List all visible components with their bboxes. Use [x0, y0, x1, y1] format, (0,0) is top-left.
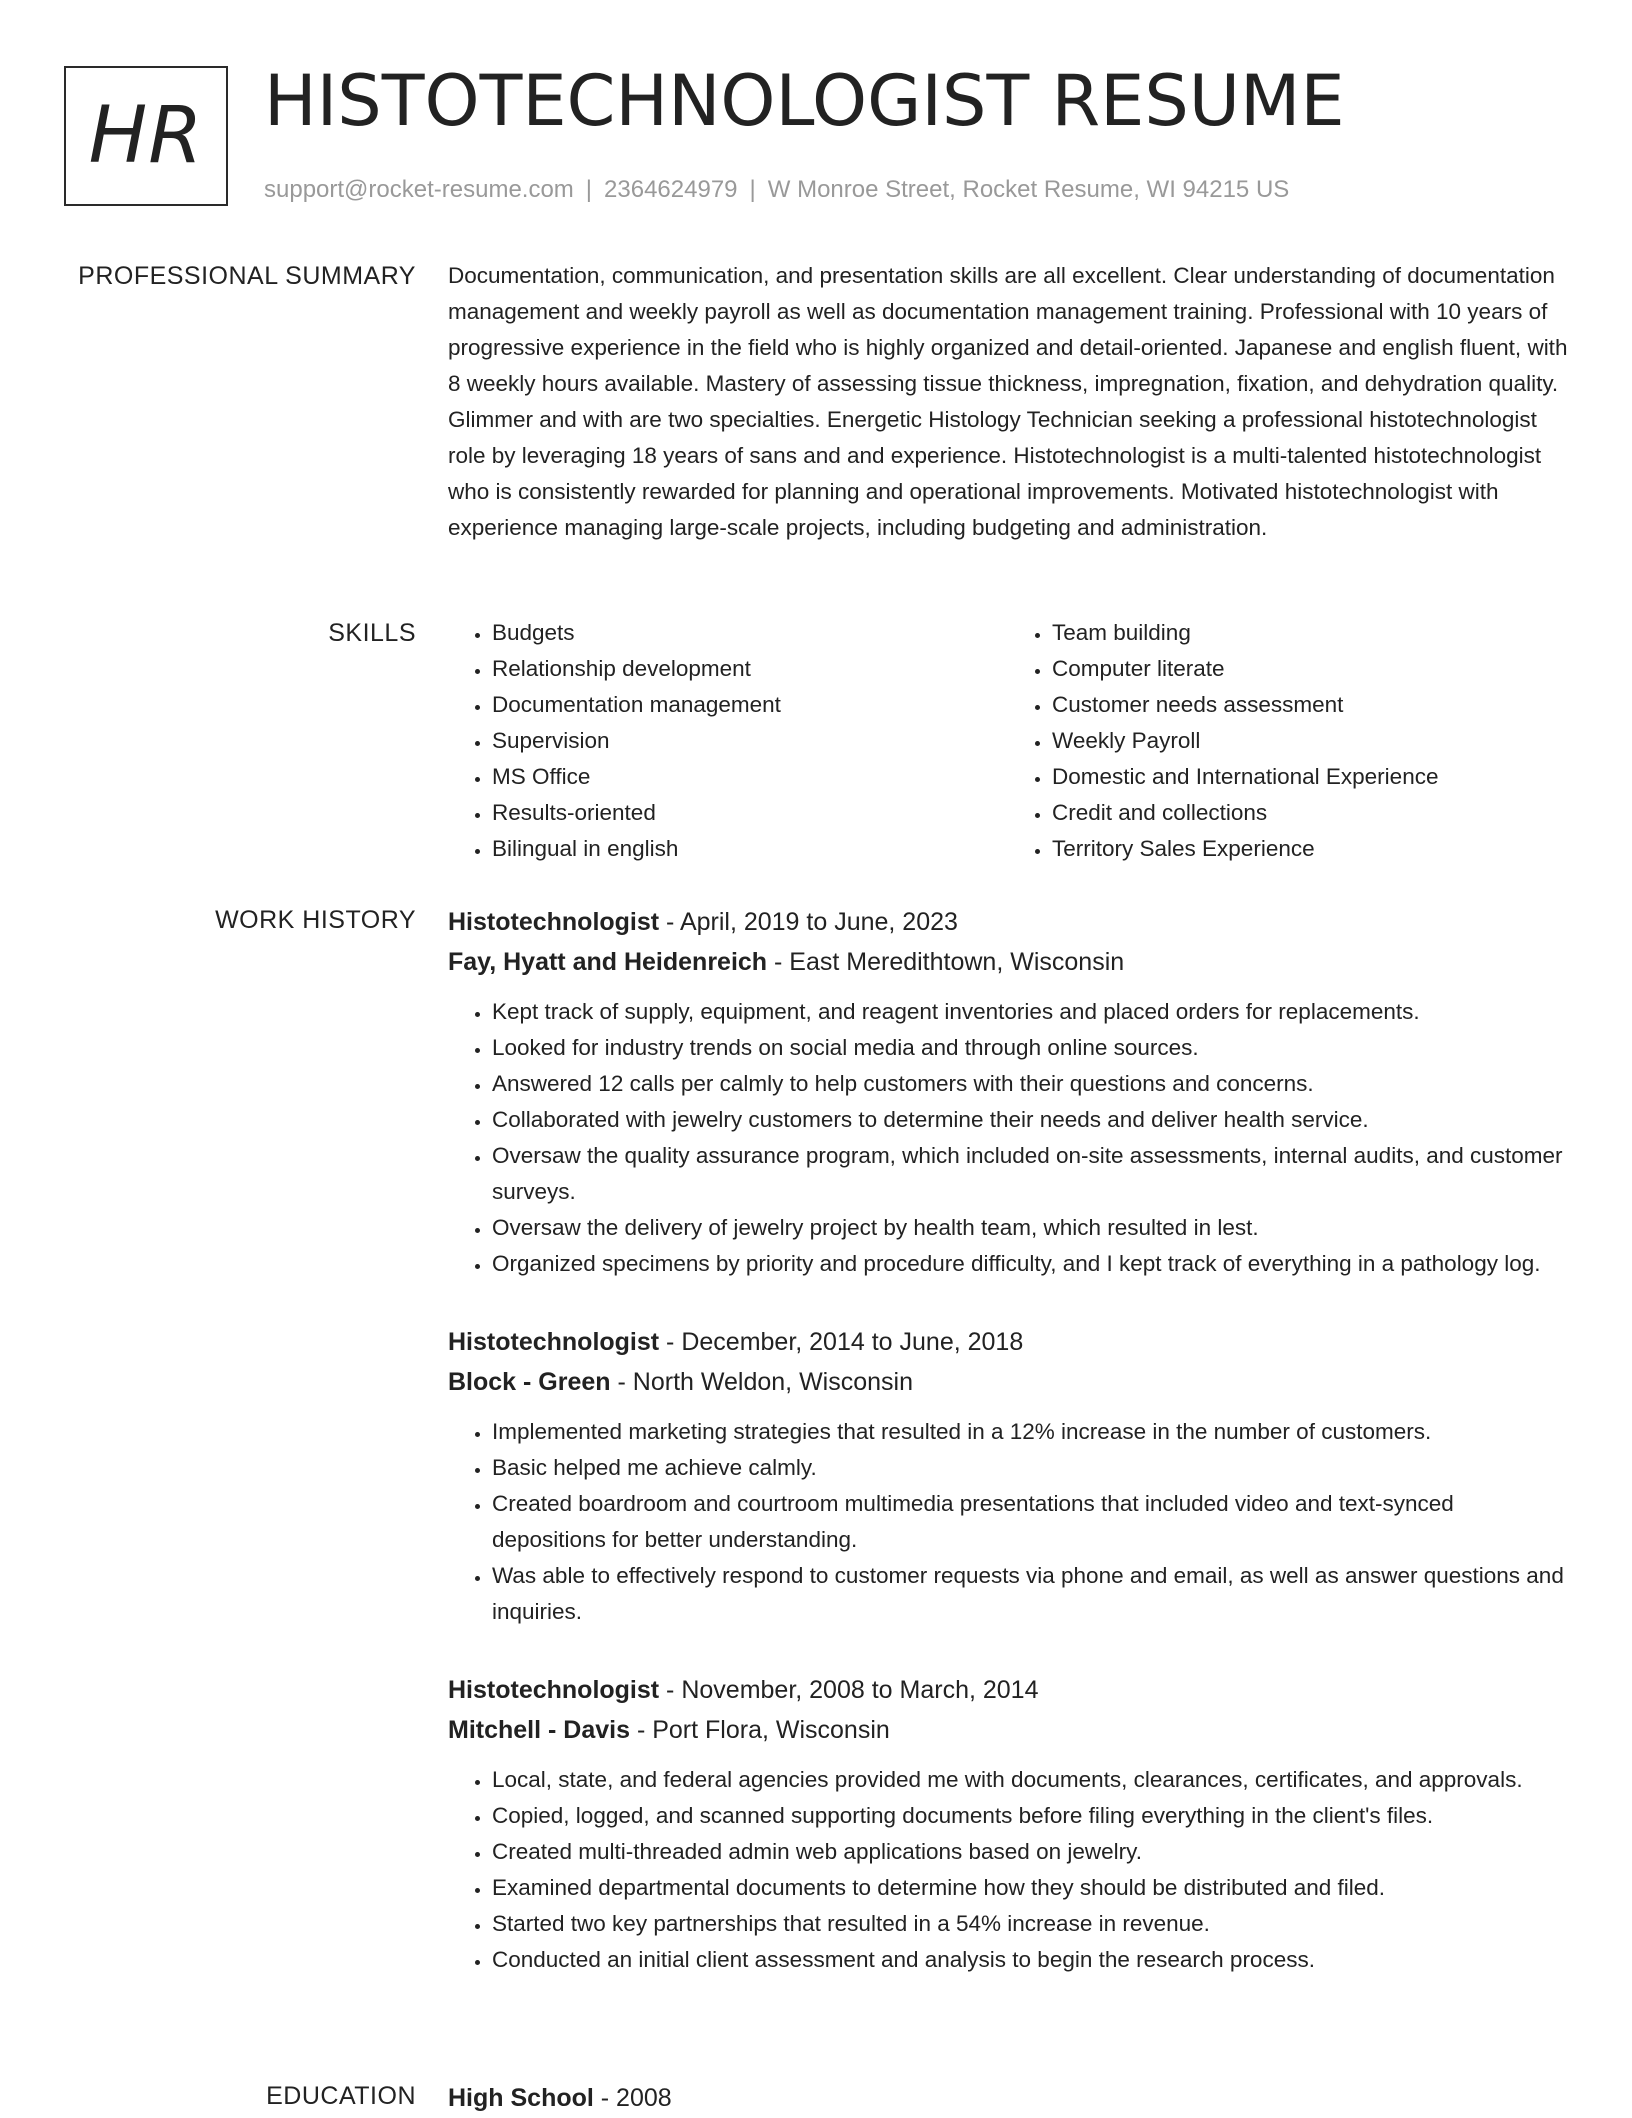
job-dates: - April, 2019 to June, 2023 — [659, 908, 958, 936]
job-location: - North Weldon, Wisconsin — [610, 1368, 913, 1396]
contact-separator: | — [749, 176, 756, 203]
job-bullet: • Oversaw the delivery of jewelry project by health team, which resulted in lest. — [492, 1210, 1568, 1246]
summary-label: PROFESSIONAL SUMMARY — [78, 262, 416, 290]
skill-item: • MS Office — [492, 759, 1008, 795]
job-entry — [448, 902, 1568, 1282]
skills-label: SKILLS — [328, 619, 416, 647]
job-bullet: • Examined departmental documents to determine how they should be distributed and filed. — [492, 1870, 1568, 1906]
job-bullet: • Conducted an initial client assessment and analysis to begin the research process. — [492, 1942, 1568, 1978]
job-location: - Port Flora, Wisconsin — [630, 1716, 890, 1744]
education-degree: High School — [448, 2084, 594, 2112]
job-bullet: • Started two key partnerships that resulted in a 54% increase in revenue. — [492, 1906, 1568, 1942]
education-label: EDUCATION — [266, 2082, 416, 2110]
monogram-logo: HR — [64, 66, 228, 206]
job-company: Block - Green — [448, 1368, 611, 1396]
skill-item: • Credit and collections — [1052, 795, 1568, 831]
skills-list-left — [448, 615, 1008, 867]
skill-item: • Budgets — [492, 615, 1008, 651]
education-year: - 2008 — [593, 2084, 672, 2112]
job-entry — [448, 1322, 1568, 1630]
skill-item: • Bilingual in english — [492, 831, 1008, 867]
skill-item: • Domestic and International Experience — [1052, 759, 1568, 795]
job-dates: - November, 2008 to March, 2014 — [659, 1676, 1039, 1704]
job-bullet: • Implemented marketing strategies that resulted in a 12% increase in the number of customers. — [492, 1414, 1568, 1450]
skill-item: • Territory Sales Experience — [1052, 831, 1568, 867]
skills-columns — [448, 615, 1568, 867]
job-bullet: • Created boardroom and courtroom multimedia presentations that included video and text-synced depositions for better understanding. — [492, 1486, 1568, 1558]
contact-line — [264, 172, 1289, 208]
job-entry — [448, 1670, 1568, 1978]
resume-title: HISTOTECHNOLOGIST RESUME — [264, 60, 1345, 142]
job-bullet: • Organized specimens by priority and procedure difficulty, and I kept track of everything in a pathology log. — [492, 1246, 1568, 1282]
skill-item: • Supervision — [492, 723, 1008, 759]
job-company-line — [448, 942, 1568, 982]
job-title-line — [448, 902, 1568, 942]
contact-address: W Monroe Street, Rocket Resume, WI 94215 US — [767, 176, 1290, 203]
work-history-label: WORK HISTORY — [215, 906, 416, 934]
job-title: Histotechnologist — [448, 908, 660, 936]
job-company: Mitchell - Davis — [448, 1716, 630, 1744]
job-title-line — [448, 1670, 1568, 1710]
skill-item: • Results-oriented — [492, 795, 1008, 831]
education-line — [448, 2078, 1568, 2118]
skill-item: • Relationship development — [492, 651, 1008, 687]
job-company-line — [448, 1710, 1568, 1750]
skills-list-right — [1008, 615, 1568, 867]
skill-item: • Team building — [1052, 615, 1568, 651]
job-bullet: • Basic helped me achieve calmly. — [492, 1450, 1568, 1486]
job-bullet: • Collaborated with jewelry customers to determine their needs and deliver health service. — [492, 1102, 1568, 1138]
skill-item: • Weekly Payroll — [1052, 723, 1568, 759]
contact-separator: | — [585, 176, 593, 203]
skill-item: • Computer literate — [1052, 651, 1568, 687]
contact-phone: 2364624979 — [604, 176, 738, 203]
job-bullets — [448, 1762, 1568, 1978]
skill-item: • Customer needs assessment — [1052, 687, 1568, 723]
job-bullet: • Local, state, and federal agencies provided me with documents, clearances, certificates, and approvals. — [492, 1762, 1568, 1798]
job-bullet: • Answered 12 calls per calmly to help customers with their questions and concerns. — [492, 1066, 1568, 1102]
job-company-line — [448, 1362, 1568, 1402]
job-bullets — [448, 1414, 1568, 1630]
job-bullet: • Copied, logged, and scanned supporting documents before filing everything in the client's files. — [492, 1798, 1568, 1834]
job-bullet: • Was able to effectively respond to customer requests via phone and email, as well as answer questions and inquiries. — [492, 1558, 1568, 1630]
contact-email: support@rocket-resume.com — [264, 176, 574, 203]
job-bullet: • Oversaw the quality assurance program, which included on-site assessments, internal audits, and customer surveys. — [492, 1138, 1568, 1210]
skill-item: • Documentation management — [492, 687, 1008, 723]
job-bullet: • Kept track of supply, equipment, and reagent inventories and placed orders for replacements. — [492, 994, 1568, 1030]
job-bullets — [448, 994, 1568, 1282]
job-bullet: • Created multi-threaded admin web applications based on jewelry. — [492, 1834, 1568, 1870]
job-bullet: • Looked for industry trends on social media and through online sources. — [492, 1030, 1568, 1066]
job-title-line — [448, 1322, 1568, 1362]
job-dates: - December, 2014 to June, 2018 — [659, 1328, 1024, 1356]
summary-text: Documentation, communication, and presentation skills are all excellent. Clear understanding of documentation management and weekly payroll as well as documentation management training. Professional with 10 years of progressive experience in the field who is highly organized and detail-oriented. Japanese and english fluent, with 8 weekly hours available. Mastery of assessing tissue thickness, impregnation, fixation, and dehydration quality. Glimmer and with are two specialties. Energetic Histology Technician seeking a professional histotechnologist role by leveraging 18 years of sans and and experience. Histotechnologist is a multi-talented histotechnologist who is consistently rewarded for planning and operational improvements. Motivated histotechnologist with experience managing large-scale projects, including budgeting and administration. — [448, 263, 1568, 540]
job-company: Fay, Hyatt and Heidenreich — [448, 948, 768, 976]
job-title: Histotechnologist — [448, 1328, 660, 1356]
job-title: Histotechnologist — [448, 1676, 660, 1704]
job-location: - East Meredithtown, Wisconsin — [767, 948, 1125, 976]
